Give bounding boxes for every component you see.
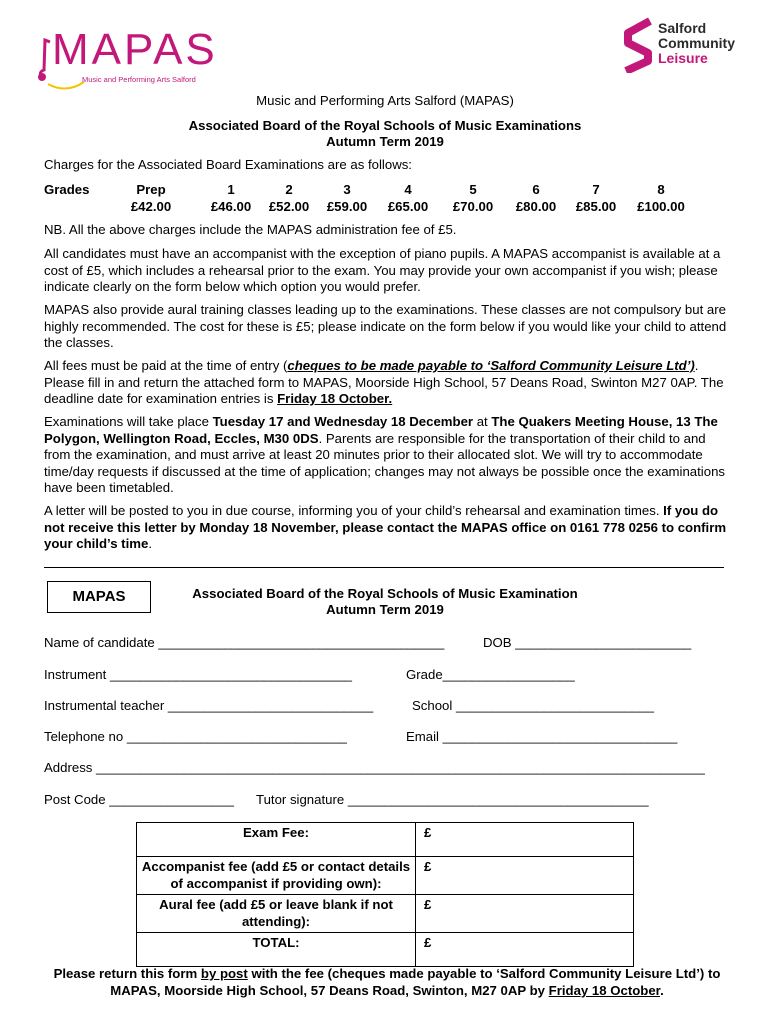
exam-fee-input[interactable]: £ [416,823,634,857]
scl-s-icon [620,17,656,73]
form-term: Autumn Term 2019 [326,602,444,617]
fee-table [136,822,634,967]
grade-cell: 8 £100.00 [637,182,685,214]
total-input[interactable]: £ [416,933,634,967]
email-field[interactable]: Email ________________________________ [406,729,678,744]
postcode-field[interactable]: Post Code _________________ [44,792,234,807]
exam-dates: Tuesday 17 and Wednesday 18 December [212,414,474,429]
dob-field[interactable]: DOB ________________________ [483,635,692,650]
school-field[interactable]: School ___________________________ [412,698,655,713]
scl-logo-line3: Leisure [658,50,708,66]
exam-paragraph: Examinations will take place Tuesday 17 and Wednesday 18 December at The Quakers Meeting House, 13 The Polygon, Wellington Road, Eccles, M30 0DS. Parents are responsible for the transportation of their child to and from the examination, and must arrive at least 20 minutes prior to their allocated slot. We will try to accommodate time/day requests if discussed at the time of application; changes may not always be possible once the examinations have been timetabled. [44,414,725,495]
aural-paragraph: MAPAS also provide aural training classes leading up to the examinations. These classes are not compulsory but are highly recommended. The cost for these is £5; please indicate on the form below if you would like your child to attend the classes. [44,302,727,350]
mapas-logo-subtitle: Music and Performing Arts Salford [82,75,196,84]
aural-fee-label: Aural fee (add £5 or leave blank if not attending): [137,895,416,933]
fees-paragraph: All fees must be paid at the time of entry (cheques to be made payable to ‘Salford Community Leisure Ltd’). Please fill in and return the attached form to MAPAS, Moorside High School, 57 Deans Road, Swinton M27 0AP. The deadline date for examination entries is Friday 18 October. [44,358,724,406]
grade-cell: 1 £46.00 [210,182,252,214]
cheques-note: cheques to be made payable to ‘Salford Community Leisure Ltd’) [287,358,695,373]
name-field[interactable]: Name of candidate _______________________________________ [44,635,445,650]
aural-fee-input[interactable]: £ [416,895,634,933]
total-label: TOTAL: [137,933,416,967]
nb-note: NB. All the above charges include the MAPAS administration fee of £5. [44,222,457,237]
grades-label: Grades [44,182,90,197]
org-name: Music and Performing Arts Salford (MAPAS) [256,93,514,108]
telephone-field[interactable]: Telephone no ______________________________ [44,729,347,744]
teacher-field[interactable]: Instrumental teacher ____________________________ [44,698,374,713]
exam-venue: The Quakers Meeting House, 13 The Polygon, Wellington Road, Eccles, M30 0DS [44,414,718,446]
music-note-icon [38,32,52,84]
accompanist-paragraph: All candidates must have an accompanist with the exception of piano pupils. A MAPAS accompanist is available at a cost of £5, which includes a rehearsal prior to the exam. You may provide your own accompanist if you wish; please indicate clearly on the form below which option you would prefer. [44,246,721,294]
mapas-logo-text: MAPAS [52,25,218,74]
grades-table [44,180,734,216]
page-title: Associated Board of the Royal Schools of Music Examinations [188,118,582,133]
scl-logo-line2: Community [658,35,735,51]
address-field[interactable]: Address ___________________________________________________________________________________ [44,760,705,775]
grade-cell: Prep £42.00 [130,182,172,214]
grade-cell: 2 £52.00 [268,182,310,214]
divider [44,567,724,568]
letter-paragraph: A letter will be posted to you in due course, informing you of your child’s rehearsal and examination times. If you do not receive this letter by Monday 18 November, please contact the MAPAS office on 0161 778 0256 to confirm your child’s time. [44,503,727,551]
grade-cell: 4 £65.00 [387,182,429,214]
instrument-field[interactable]: Instrument _________________________________ [44,667,352,682]
form-title: Associated Board of the Royal Schools of Music Examination [192,586,578,601]
accompanist-fee-input[interactable]: £ [416,857,634,895]
term-label: Autumn Term 2019 [326,134,444,149]
charges-intro: Charges for the Associated Board Examinations are as follows: [44,157,412,172]
deadline-date: Friday 18 October. [277,391,393,406]
accompanist-fee-label: Accompanist fee (add £5 or contact details of accompanist if providing own): [137,857,416,895]
tutor-signature-field[interactable]: Tutor signature _________________________________________ [256,792,649,807]
grade-cell: 7 £85.00 [575,182,617,214]
grade-cell: 5 £70.00 [452,182,494,214]
footer-deadline: Friday 18 October [548,983,661,998]
grade-cell: 6 £80.00 [515,182,557,214]
form-mapas-label: MAPAS [47,581,151,613]
exam-fee-label: Exam Fee: [137,823,416,857]
mapas-logo [38,25,218,90]
grade-cell: 3 £59.00 [326,182,368,214]
grade-field[interactable]: Grade__________________ [406,667,575,682]
scl-logo [620,15,740,75]
scl-logo-line1: Salford [658,20,707,36]
footer-instructions: Please return this form by post with the fee (cheques made payable to ‘Salford Community Leisure Ltd’) to MAPAS, Moorside High School, 57 Deans Road, Swinton, M27 0AP by Friday 18 October. [53,966,721,998]
